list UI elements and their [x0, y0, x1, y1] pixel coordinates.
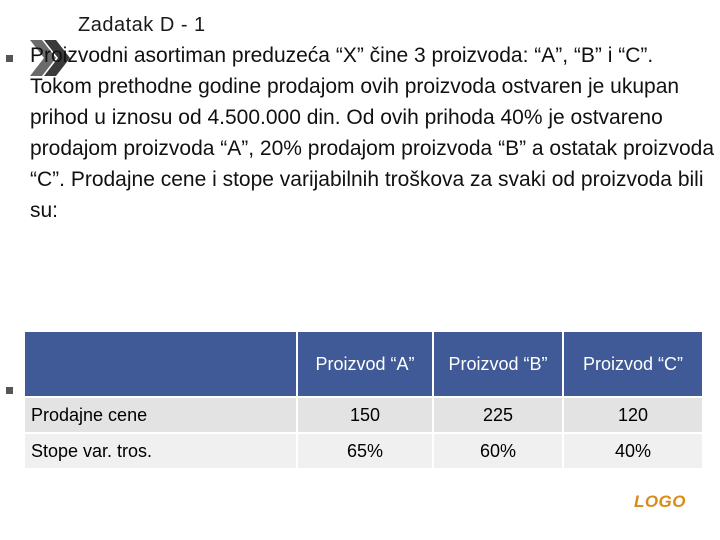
table-cell: 225	[433, 397, 563, 433]
table-header-row	[25, 332, 702, 397]
table-cell: 120	[563, 397, 702, 433]
table-header-product-b: Proizvod “B”	[433, 332, 563, 397]
table-row	[25, 433, 702, 468]
task-paragraph: Proizvodni asortiman preduzeća “X” čine 3 proizvoda: “A”, “B” i “C”. Tokom prethodne godine prodajom ovih proizvoda ostvaren je ukupan prihod u iznosu od 4.500.000 din. Od ovih prihoda 40% je ostvareno prodajom proizvoda “A”, 20% prodajom proizvoda “B” a ostatak proizvoda “C”. Prodajne cene i stope varijabilnih troškova za svaki od proizvoda bili su:	[30, 44, 715, 222]
price-table	[25, 332, 702, 468]
table-header-empty	[25, 332, 297, 397]
table-cell: 40%	[563, 433, 702, 468]
table-cell: 65%	[297, 433, 433, 468]
row-label: Prodajne cene	[25, 397, 297, 433]
row-label: Stope var. tros.	[25, 433, 297, 468]
table-cell: 60%	[433, 433, 563, 468]
table-cell: 150	[297, 397, 433, 433]
square-bullet-icon	[6, 387, 13, 394]
table-row	[25, 397, 702, 433]
table-header-product-c: Proizvod “C”	[563, 332, 702, 397]
slide-title: Zadatak D - 1	[78, 14, 206, 36]
table-header-product-a: Proizvod “A”	[297, 332, 433, 397]
logo: LOGO	[633, 492, 686, 511]
square-bullet-icon	[6, 55, 13, 62]
